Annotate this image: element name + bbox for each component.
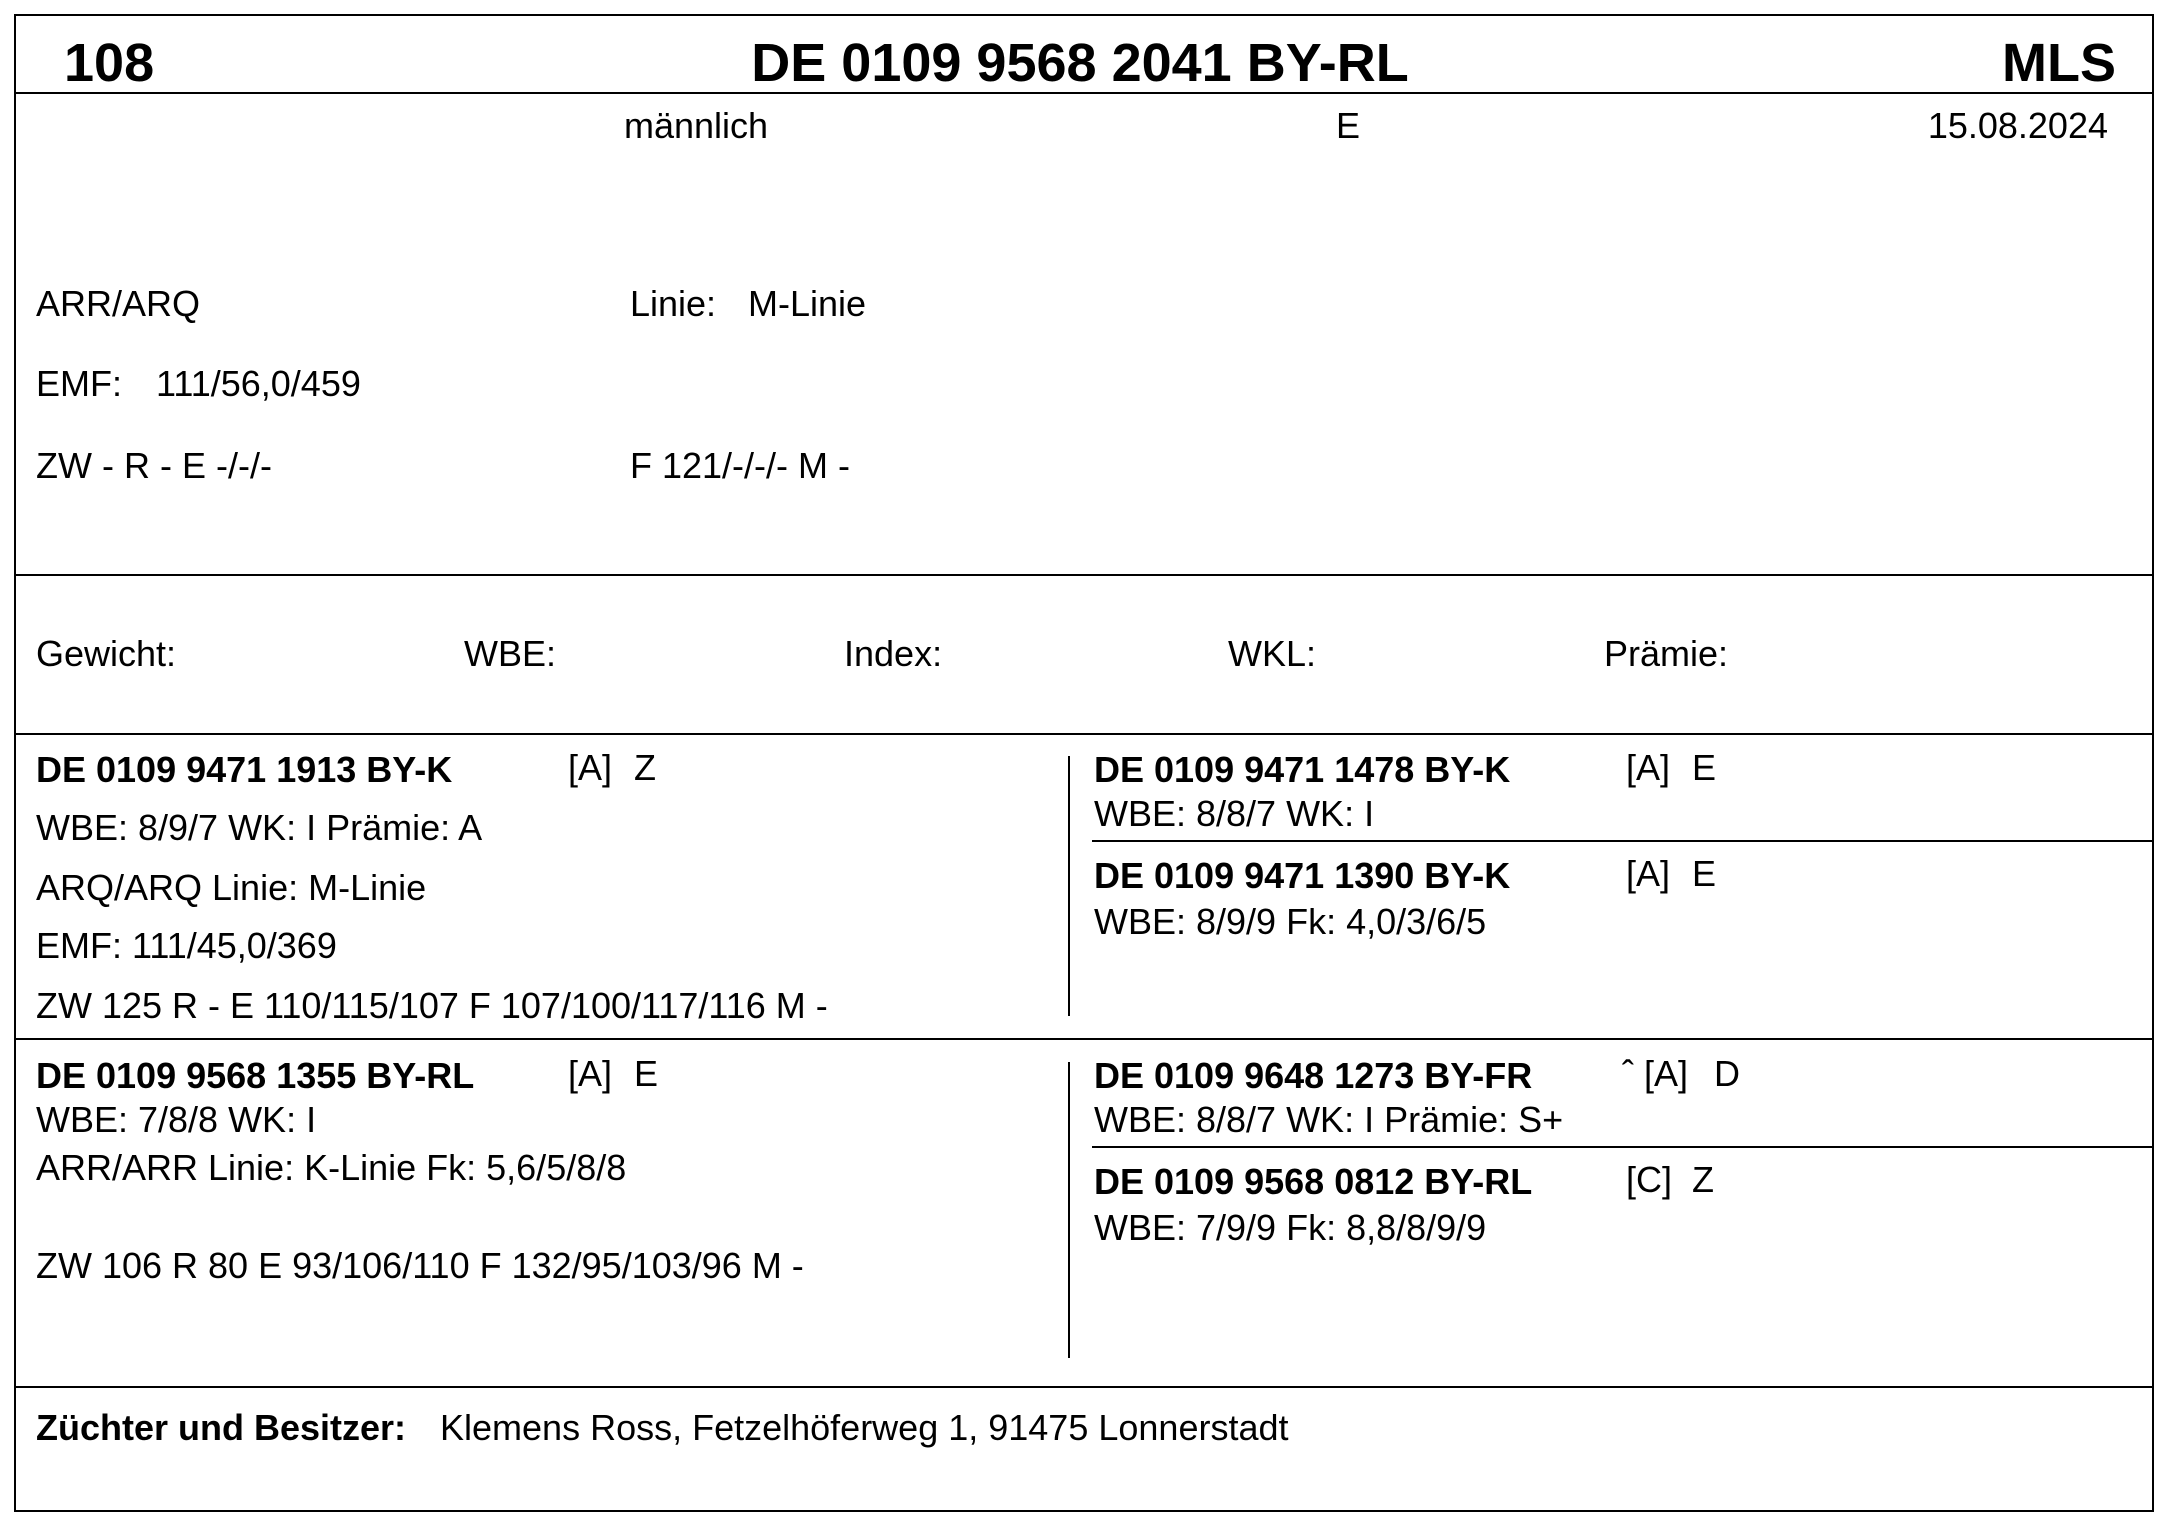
sire-line-3: EMF: 111/45,0/369 [36, 925, 337, 966]
wbe-label: WBE: [464, 633, 557, 674]
sire-dam-block-divider [14, 1038, 2154, 1040]
grade: E [1336, 105, 1361, 146]
dam-dam-line-1: WBE: 7/9/9 Fk: 8,8/8/9/9 [1094, 1207, 1487, 1248]
dam-dam-grade: Z [1692, 1159, 1714, 1200]
sire-sire-divider [1092, 840, 2154, 842]
sire-dam-id: DE 0109 9471 1390 BY-K [1094, 855, 1511, 896]
sire-sire-id: DE 0109 9471 1478 BY-K [1094, 749, 1511, 790]
info-divider [14, 574, 2154, 576]
dam-sire-grade: D [1714, 1053, 1740, 1094]
dam-sire-divider [1092, 1146, 2154, 1148]
breeder-value: Klemens Ross, Fetzelhöferweg 1, 91475 Lonnerstadt [440, 1407, 1289, 1448]
date: 15.08.2024 [1927, 105, 2108, 146]
dam-line-1: WBE: 7/8/8 WK: I [36, 1099, 317, 1140]
sire-dam-line-1: WBE: 8/9/9 Fk: 4,0/3/6/5 [1094, 901, 1487, 942]
sire-id: DE 0109 9471 1913 BY-K [36, 749, 453, 790]
dam-line-3: ZW 106 R 80 E 93/106/110 F 132/95/103/96 M - [36, 1245, 804, 1286]
sire-grade: Z [634, 747, 656, 788]
dam-line-2: ARR/ARR Linie: K-Linie Fk: 5,6/5/8/8 [36, 1147, 627, 1188]
index-label: Index: [844, 633, 943, 674]
header-divider [14, 92, 2154, 94]
sire-sire-class: [A] [1626, 747, 1671, 788]
sire-line-2: ARQ/ARQ Linie: M-Linie [36, 867, 427, 908]
linie-value: M-Linie [748, 283, 867, 324]
dam-id: DE 0109 9568 1355 BY-RL [36, 1055, 475, 1096]
sex: männlich [624, 105, 769, 146]
sire-sire-line-1: WBE: 8/8/7 WK: I [1094, 793, 1375, 834]
dam-class: [A] [568, 1053, 613, 1094]
breed: MLS [2002, 33, 2116, 93]
wkl-label: WKL: [1228, 633, 1317, 674]
gewicht-label: Gewicht: [36, 633, 177, 674]
praemie-label: Prämie: [1604, 633, 1729, 674]
evaluation-divider [14, 733, 2154, 735]
genotype: ARR/ARQ [36, 283, 201, 324]
sire-line-4: ZW 125 R - E 110/115/107 F 107/100/117/116 M - [36, 985, 828, 1026]
linie-label: Linie: [630, 283, 717, 324]
zw-values: ZW - R - E -/-/- [36, 445, 272, 486]
f-values: F 121/-/-/- M - [630, 445, 851, 486]
emf-label: EMF: [36, 363, 122, 404]
sire-class: [A] [568, 747, 613, 788]
sire-column-divider [1068, 756, 1070, 1016]
emf-value: 111/56,0/459 [156, 363, 361, 404]
dam-dam-id: DE 0109 9568 0812 BY-RL [1094, 1161, 1533, 1202]
sire-line-1: WBE: 8/9/7 WK: I Prämie: A [36, 807, 483, 848]
sire-dam-grade: E [1692, 853, 1717, 894]
dam-grade: E [634, 1053, 659, 1094]
dam-sire-id: DE 0109 9648 1273 BY-FR [1094, 1055, 1533, 1096]
breeder-divider [14, 1386, 2154, 1388]
breeder-label: Züchter und Besitzer: [36, 1407, 407, 1448]
dam-sire-line-1: WBE: 8/8/7 WK: I Prämie: S+ [1094, 1099, 1564, 1140]
animal-id: DE 0109 9568 2041 BY-RL [751, 33, 1409, 93]
catalog-number: 108 [64, 33, 155, 93]
dam-dam-class: [C] [1626, 1159, 1673, 1200]
dam-column-divider [1068, 1062, 1070, 1358]
sire-sire-grade: E [1692, 747, 1717, 788]
sire-dam-class: [A] [1626, 853, 1671, 894]
dam-sire-class: ˆ [A] [1622, 1053, 1689, 1094]
